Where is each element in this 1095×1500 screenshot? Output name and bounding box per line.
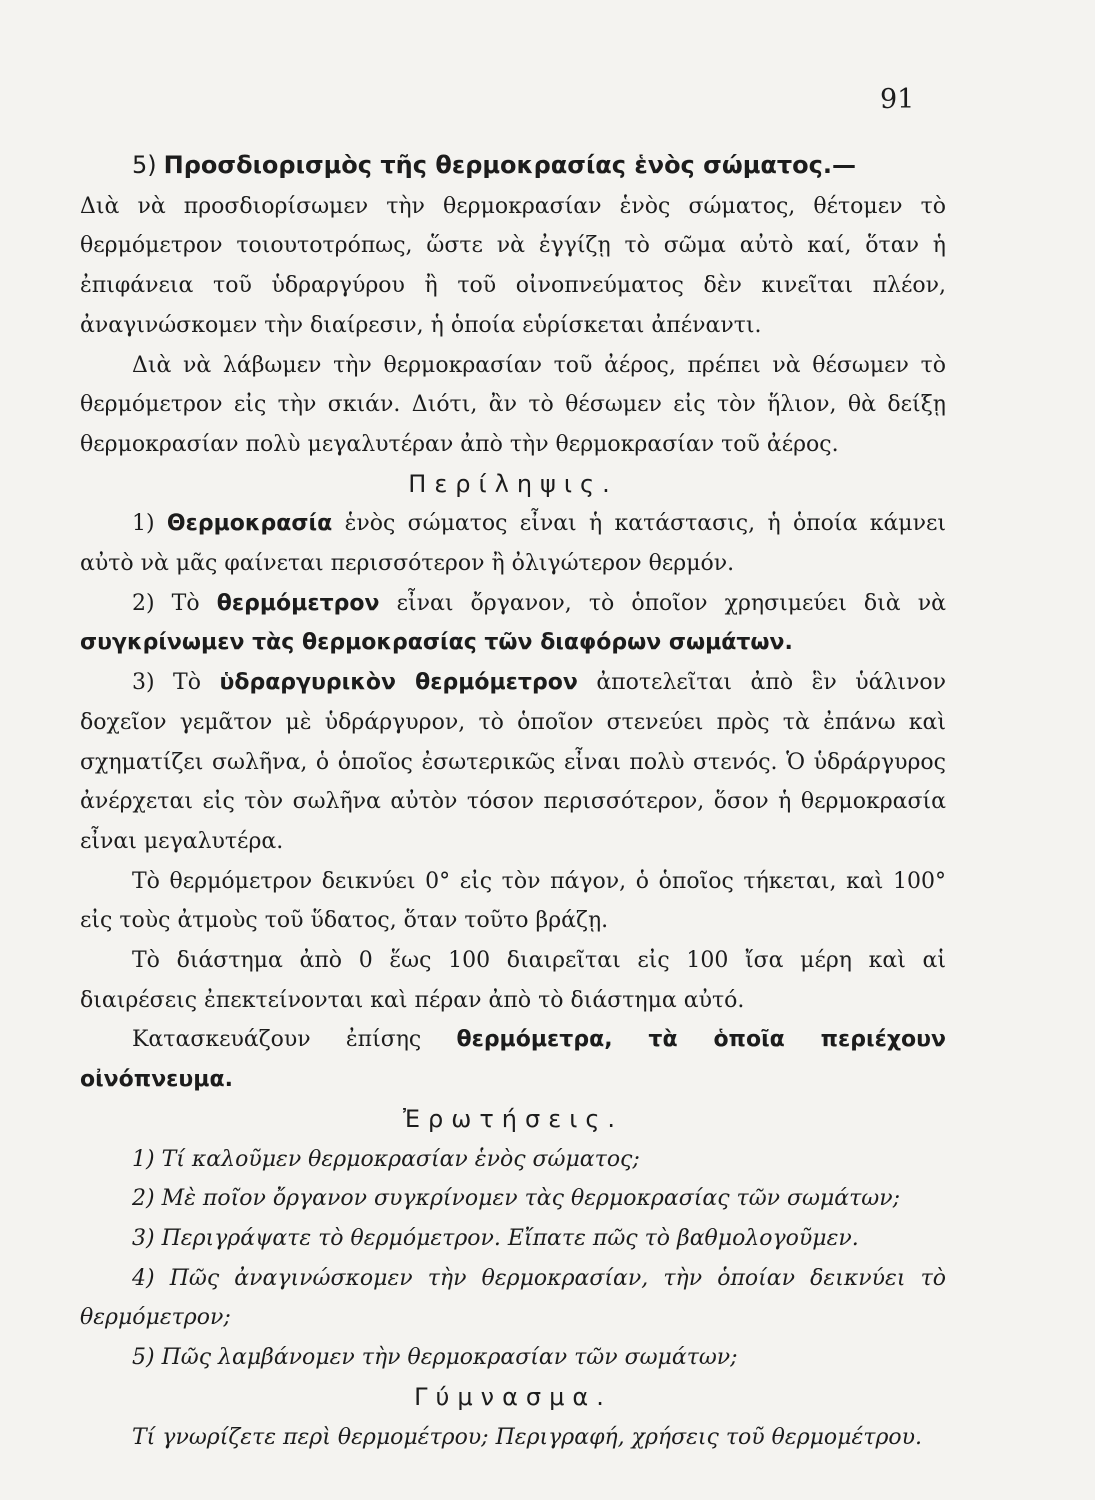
section-number: 5) xyxy=(132,151,157,179)
summary-item-2-text: εἶναι ὄργανον, τὸ ὁποῖον χρησιμεύει διὰ νὰ xyxy=(396,590,946,616)
summary-heading: Περίληψις. xyxy=(408,469,618,498)
question-3: 3) Περιγράψατε τὸ θερμόμετρον. Εἴπατε πῶς τὸ βαθμολογοῦμεν. xyxy=(132,1225,859,1251)
summary-paragraph-6-prefix: Κατασκευάζουν ἐπίσης xyxy=(132,1027,422,1053)
summary-item-3-term: ὑδραργυρικὸν θερμόμετρον xyxy=(219,670,578,696)
summary-item-3 xyxy=(80,663,946,862)
exercise-text: Τί γνωρίζετε περὶ θερμομέτρου; Περιγραφή, χρήσεις τοῦ θερμομέτρου. xyxy=(132,1424,922,1450)
summary-paragraph-5: Τὸ διάστημα ἀπὸ 0 ἕως 100 διαιρεῖται εἰς 100 ἴσα μέρη καὶ αἱ διαιρέσεις ἐπεκτείνονται καὶ πέραν ἀπὸ τὸ διάστημα αὐτό. xyxy=(80,948,946,1013)
question-2: 2) Μὲ ποῖον ὄργανον συγκρίνομεν τὰς θερμοκρασίας τῶν σωμάτων; xyxy=(132,1186,901,1212)
summary-item-1 xyxy=(80,504,946,583)
exercise-heading: Γύμνασμα. xyxy=(414,1382,612,1411)
page-number: 91 xyxy=(880,84,915,115)
question-5: 5) Πῶς λαμβάνομεν τὴν θερμοκρασίαν τῶν σωμάτων; xyxy=(132,1345,738,1371)
question-4: 4) Πῶς ἀναγινώσκομεν τὴν θερμοκρασίαν, τὴν ὁποίαν δεικνύει τὸ θερμόμετρον; xyxy=(80,1265,946,1331)
summary-item-1-number: 1) xyxy=(132,511,155,537)
section-5-paragraph-2: Διὰ νὰ λάβωμεν τὴν θερμοκρασίαν τοῦ ἀέρος, πρέπει νὰ θέσωμεν τὸ θερμόμετρον εἰς τὴν σκιάν. Διότι, ἂν τὸ θέσωμεν εἰς τὸν ἥλιον, θὰ δείξῃ θερμοκρασίαν πολὺ μεγαλυτέραν ἀπὸ τὴν θερμοκρασίαν τοῦ ἀέρος. xyxy=(80,352,946,457)
summary-paragraph-6-term: θερμόμετρα, τὰ ὁποῖα περιέχουν οἰνόπνευμα. xyxy=(80,1027,946,1093)
section-5-title xyxy=(80,146,946,187)
question-1: 1) Τί καλοῦμεν θερμοκρασίαν ἑνὸς σώματος; xyxy=(132,1146,640,1172)
questions-heading: Ἐρωτήσεις. xyxy=(402,1104,624,1133)
section-title: Προσδιορισμὸς τῆς θερμοκρασίας ἑνὸς σώματος.— xyxy=(163,151,856,179)
summary-paragraph-4: Τὸ θερμόμετρον δεικνύει 0° εἰς τὸν πάγον, ὁ ὁποῖος τήκεται, καὶ 100° εἰς τοὺς ἀτμοὺς τοῦ ὕδατος, ὅταν τοῦτο βράζῃ. xyxy=(80,868,946,934)
summary-paragraph-6 xyxy=(80,1020,946,1099)
summary-item-2-prefix: 2) Τὸ xyxy=(132,590,200,616)
summary-item-3-text: ἀποτελεῖται ἀπὸ ἓν ὑάλινον δοχεῖον γεμᾶτον μὲ ὑδράργυρον, τὸ ὁποῖον στενεύει πρὸς τὰ ἐπάνω καὶ σχηματίζει σωλῆνα, ὁ ὁποῖος ἐσωτερικῶς εἶναι πολὺ στενός. Ὁ ὑδράργυρος ἀνέρχεται εἰς τὸν σωλῆνα αὐτὸν τόσον περισσότερον, ὅσον ἡ θερμοκρασία εἶναι μεγαλυτέρα. xyxy=(80,670,947,854)
summary-item-2-term: θερμόμετρον xyxy=(216,590,380,616)
summary-item-1-term: Θερμοκρασία xyxy=(166,511,333,537)
page-body xyxy=(80,146,946,1457)
section-5-paragraph-1: Διὰ νὰ προσδιορίσωμεν τὴν θερμοκρασίαν ἑνὸς σώματος, θέτομεν τὸ θερμόμετρον τοιουτοτρόπως, ὥστε νὰ ἐγγίζῃ τὸ σῶμα αὐτὸ καί, ὅταν ἡ ἐπιφάνεια τοῦ ὑδραργύρου ἢ τοῦ οἰνοπνεύματος δὲν κινεῖται πλέον, ἀναγινώσκομεν τὴν διαίρεσιν, ἡ ὁποία εὑρίσκεται ἀπέναντι. xyxy=(80,193,946,338)
summary-item-1-text: ἑνὸς σώματος εἶναι ἡ κατάστασις, ἡ ὁποία κάμνει αὐτὸ νὰ μᾶς φαίνεται περισσότερον ἢ ὀλιγώτερον θερμόν. xyxy=(80,511,946,577)
summary-item-2 xyxy=(80,584,946,663)
summary-item-2-term-2: συγκρίνωμεν τὰς θερμοκρασίας τῶν διαφόρων σωμάτων. xyxy=(80,630,793,656)
summary-item-3-prefix: 3) Τὸ xyxy=(132,670,201,696)
